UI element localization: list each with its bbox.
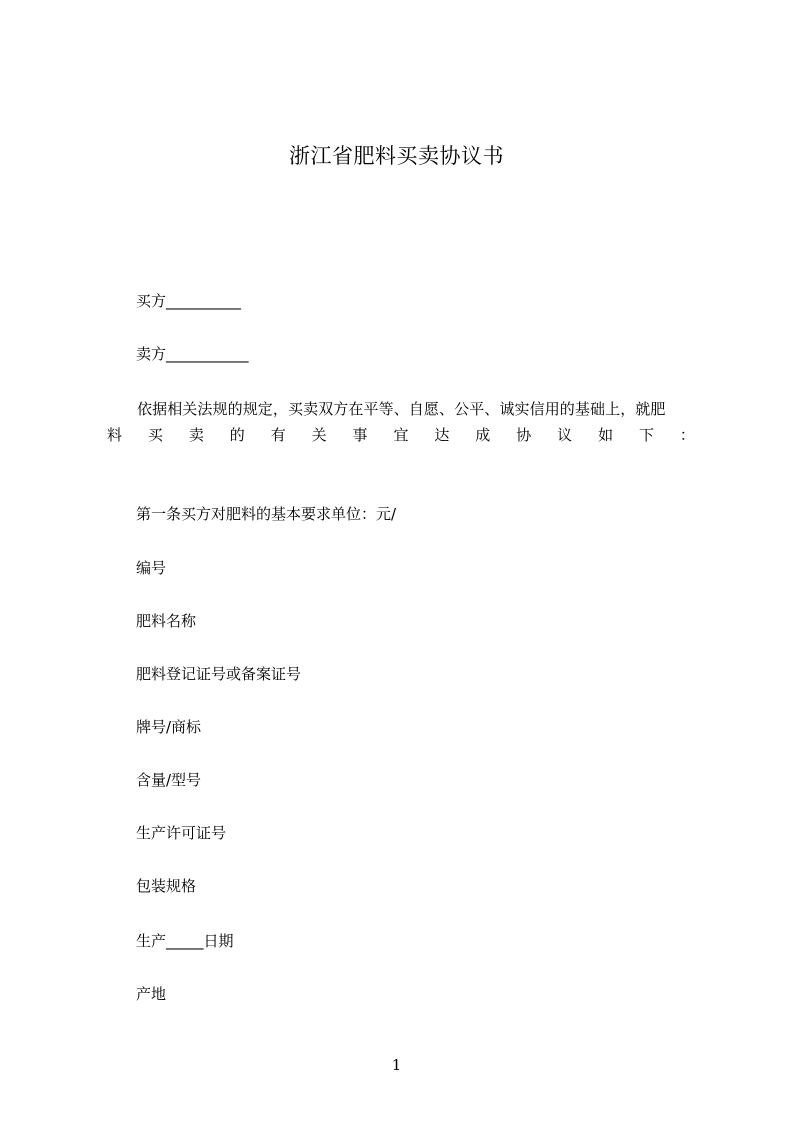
- item-production-date: 生产_____日期: [136, 932, 234, 950]
- intro-char: 达: [434, 426, 450, 444]
- seller-line: 卖方___________: [136, 345, 249, 363]
- article-1-heading: 第一条买方对肥料的基本要求单位：元/: [136, 505, 397, 523]
- intro-char: 有: [270, 426, 286, 444]
- intro-char: 协: [516, 426, 532, 444]
- intro-char: 关: [311, 426, 327, 444]
- item-origin: 产地: [136, 985, 167, 1003]
- page-number: 1: [391, 1056, 402, 1074]
- intro-char: 卖: [188, 426, 204, 444]
- intro-char: 议: [557, 426, 573, 444]
- intro-char: 买: [147, 426, 163, 444]
- item-brand: 牌号/商标: [136, 718, 202, 736]
- item-number: 编号: [136, 559, 167, 577]
- intro-paragraph: [107, 396, 700, 448]
- intro-char: 料: [107, 426, 123, 444]
- item-production-license: 生产许可证号: [136, 824, 227, 842]
- item-content-model: 含量/型号: [136, 771, 202, 789]
- item-registration-number: 肥料登记证号或备案证号: [136, 665, 302, 683]
- intro-line-2: [107, 422, 695, 448]
- intro-char: ：: [679, 426, 695, 444]
- item-fertilizer-name: 肥料名称: [136, 612, 197, 630]
- intro-line-1: 依据相关法规的规定，买卖双方在平等、自愿、公平、诚实信用的基础上，就肥: [137, 400, 666, 418]
- intro-char: 如: [598, 426, 614, 444]
- intro-char: 事: [352, 426, 368, 444]
- document-title: 浙江省肥料买卖协议书: [289, 144, 504, 168]
- intro-char: 宜: [393, 426, 409, 444]
- intro-char: 的: [229, 426, 245, 444]
- intro-char: 成: [475, 426, 491, 444]
- intro-char: 下: [638, 426, 654, 444]
- buyer-line: 买方__________: [136, 292, 242, 310]
- item-package-spec: 包装规格: [136, 877, 197, 895]
